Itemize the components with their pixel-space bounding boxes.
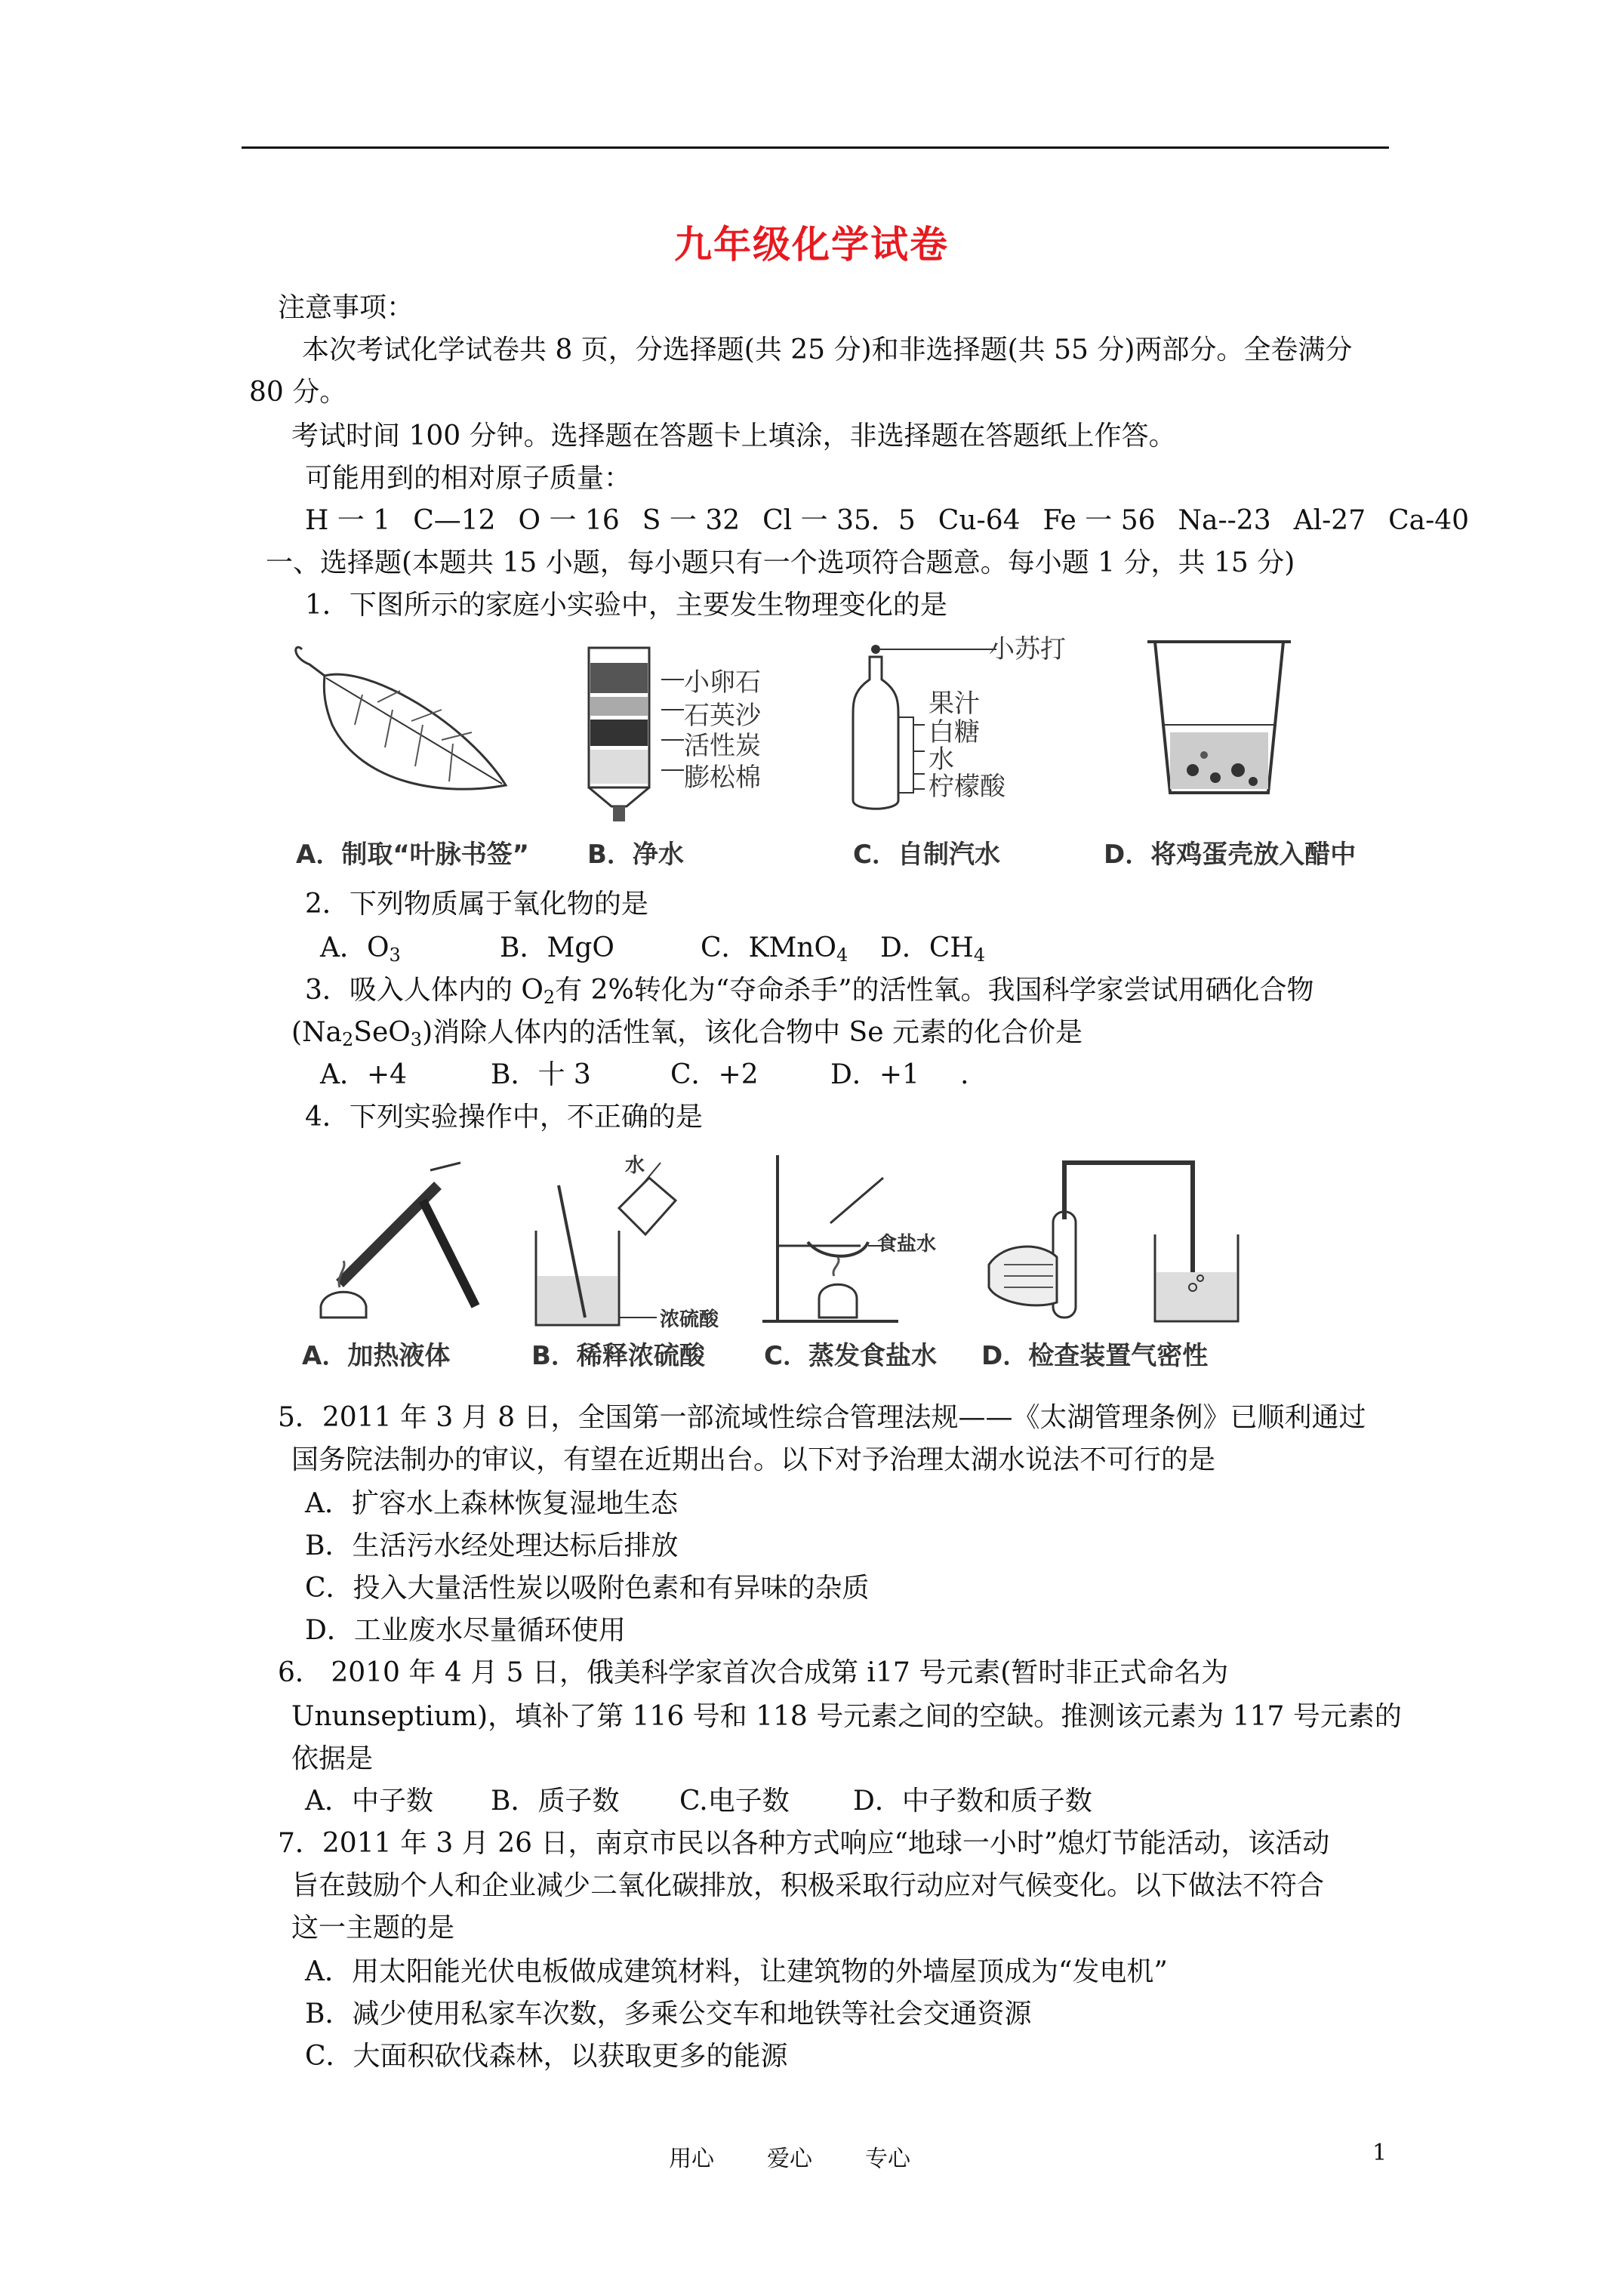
notice-line3: 可能用到的相对原子质量： bbox=[305, 463, 632, 494]
airtightness-check-figure bbox=[981, 1151, 1291, 1333]
q4-caption-c: C．蒸发食盐水 bbox=[764, 1341, 937, 1371]
q7-stem-cont: 旨在鼓励个人和企业减少二氧化碳排放，积极采取行动应对气候变化。以下做法不符合 bbox=[291, 1870, 1325, 1901]
notice-line1: 本次考试化学试卷共 8 页，分选择题(共 25 分)和非选择题(共 55 分)两部分。全卷满分 bbox=[302, 334, 1353, 365]
mass-s: S 一 32 bbox=[642, 505, 741, 536]
notice-line1-cont: 80 分。 bbox=[249, 377, 347, 408]
section-heading: 一、选择题(本题共 15 小题，每小题只有一个选项符合题意。每小题 1 分，共 15 分) bbox=[266, 547, 1295, 578]
q5-option-c: C．投入大量活性炭以吸附色素和有异味的杂质 bbox=[305, 1573, 870, 1604]
q3-stray-dot: . bbox=[960, 1059, 969, 1090]
label-baking-soda: 小苏打 bbox=[989, 634, 1066, 664]
mass-na: Na--23 bbox=[1178, 505, 1271, 536]
label-water-pour: 水 bbox=[625, 1154, 645, 1177]
q3-option-d: D．+1 bbox=[830, 1059, 919, 1090]
q1-caption-b: B．净水 bbox=[587, 840, 684, 870]
label-water: 水 bbox=[929, 744, 954, 775]
header-rule bbox=[242, 146, 1389, 149]
page-number: 1 bbox=[1372, 2140, 1387, 2166]
q3-option-a: A．+4 bbox=[320, 1059, 408, 1090]
mass-al: Al-27 bbox=[1293, 505, 1366, 536]
q6-stem: 6． 2010 年 4 月 5 日，俄美科学家首次合成第 i17 号元素(暂时非正式命名为 bbox=[278, 1657, 1229, 1688]
q1-caption-a: A．制取“叶脉书签” bbox=[296, 840, 530, 870]
q7-option-b: B．减少使用私家车次数，多乘公交车和地铁等社会交通资源 bbox=[305, 1999, 1032, 2029]
q2-option-d: D．$CH_4$ bbox=[880, 932, 986, 966]
water-filter-figure bbox=[574, 640, 664, 829]
q3-stem-cont: $(Na_2SeO_3)$消除人体内的活性氧，该化合物中 Se 元素的化合价是 bbox=[291, 1017, 1083, 1050]
q5-stem: 5．2011 年 3 月 8 日，全国第一部流域性综合管理法规——《太湖管理条例》已顺利通过 bbox=[278, 1402, 1366, 1433]
label-citric-acid: 柠檬酸 bbox=[929, 772, 1006, 802]
label-juice: 果汁 bbox=[929, 689, 980, 719]
q5-option-b: B．生活污水经处理达标后排放 bbox=[305, 1530, 679, 1561]
q6-option-d: D．中子数和质子数 bbox=[853, 1786, 1092, 1817]
vinegar-beaker-figure bbox=[1140, 634, 1298, 808]
q1-caption-d: D．将鸡蛋壳放入醋中 bbox=[1104, 840, 1357, 870]
q4-caption-a: A．加热液体 bbox=[302, 1341, 451, 1371]
mass-fe: Fe 一 56 bbox=[1042, 505, 1156, 536]
q3-option-b: B．十 3 bbox=[491, 1059, 591, 1090]
q2-option-b: B．MgO bbox=[500, 932, 614, 963]
q4-stem: 4．下列实验操作中，不正确的是 bbox=[305, 1102, 703, 1133]
q1-stem: 1．下图所示的家庭小实验中，主要发生物理变化的是 bbox=[305, 590, 947, 621]
q6-option-c: C.电子数 bbox=[679, 1786, 790, 1817]
q5-option-a: A．扩容水上森林恢复湿地生态 bbox=[305, 1488, 678, 1519]
mass-ca: Ca-40 bbox=[1388, 505, 1470, 536]
mass-h: H 一 1 bbox=[305, 505, 391, 536]
footer-word-3: 专心 bbox=[865, 2146, 910, 2172]
q6-stem-end: 依据是 bbox=[291, 1743, 374, 1774]
label-cotton: 膨松棉 bbox=[684, 763, 761, 793]
label-activated-carbon: 活性炭 bbox=[684, 731, 761, 761]
q5-stem-cont: 国务院法制办的审议，有望在近期出台。以下对予治理太湖水说法不可行的是 bbox=[291, 1444, 1216, 1475]
q4-caption-b: B．稀释浓硫酸 bbox=[531, 1341, 705, 1371]
label-salt-water: 食盐水 bbox=[877, 1233, 937, 1256]
mass-cl: Cl 一 35．5 bbox=[762, 505, 916, 536]
mass-c: C—12 bbox=[413, 505, 496, 536]
q3-stem: 3．吸入人体内的 $O_2$有 2%转化为“夺命杀手”的活性氧。我国科学家尝试用硒化合物 bbox=[305, 975, 1314, 1008]
leaf-figure bbox=[279, 634, 521, 823]
mass-cu: Cu-64 bbox=[938, 505, 1021, 536]
label-quartz-sand: 石英沙 bbox=[684, 701, 761, 731]
footer-word-2: 爱心 bbox=[767, 2146, 812, 2172]
q5-option-d: D．工业废水尽量循环使用 bbox=[305, 1615, 626, 1646]
q6-stem-cont: Ununseptium)，填补了第 116 号和 118 号元素之间的空缺。推测该元素为 117 号元素的 bbox=[291, 1701, 1402, 1732]
label-conc-acid: 浓硫酸 bbox=[660, 1308, 719, 1331]
q1-caption-c: C．自制汽水 bbox=[853, 840, 1000, 870]
label-sugar: 白糖 bbox=[929, 717, 980, 747]
q7-stem-end: 这一主题的是 bbox=[291, 1912, 455, 1943]
notice-line2: 考试时间 100 分钟。选择题在答题卡上填涂，非选择题在答题纸上作答。 bbox=[291, 421, 1176, 451]
page-title: 九年级化学试卷 bbox=[674, 222, 949, 267]
q7-option-c: C．大面积砍伐森林，以获取更多的能源 bbox=[305, 2041, 788, 2072]
q2-stem: 2．下列物质属于氧化物的是 bbox=[305, 889, 648, 920]
atomic-masses bbox=[305, 504, 1469, 538]
q2-option-c: C．KMnO$_4$ bbox=[701, 932, 848, 966]
q7-option-a: A．用太阳能光伏电板做成建筑材料，让建筑物的外墙屋顶成为“发电机” bbox=[305, 1956, 1168, 1987]
q6-option-b: B．质子数 bbox=[491, 1786, 620, 1817]
heating-liquid-figure bbox=[310, 1155, 483, 1336]
footer-word-1: 用心 bbox=[669, 2146, 714, 2172]
notice-heading: 注意事项： bbox=[278, 292, 414, 323]
label-pebbles: 小卵石 bbox=[684, 667, 761, 698]
dilute-acid-figure bbox=[528, 1155, 679, 1336]
q6-option-a: A．中子数 bbox=[305, 1786, 433, 1817]
q7-stem: 7．2011 年 3 月 26 日，南京市民以各种方式响应“地球一小时”熄灯节能活动，该活动 bbox=[278, 1828, 1330, 1859]
q4-caption-d: D．检查装置气密性 bbox=[981, 1341, 1209, 1371]
mass-o: O 一 16 bbox=[518, 505, 620, 536]
q3-option-c: C．+2 bbox=[670, 1059, 759, 1090]
q2-option-a: A．$O_3$ bbox=[320, 932, 401, 966]
